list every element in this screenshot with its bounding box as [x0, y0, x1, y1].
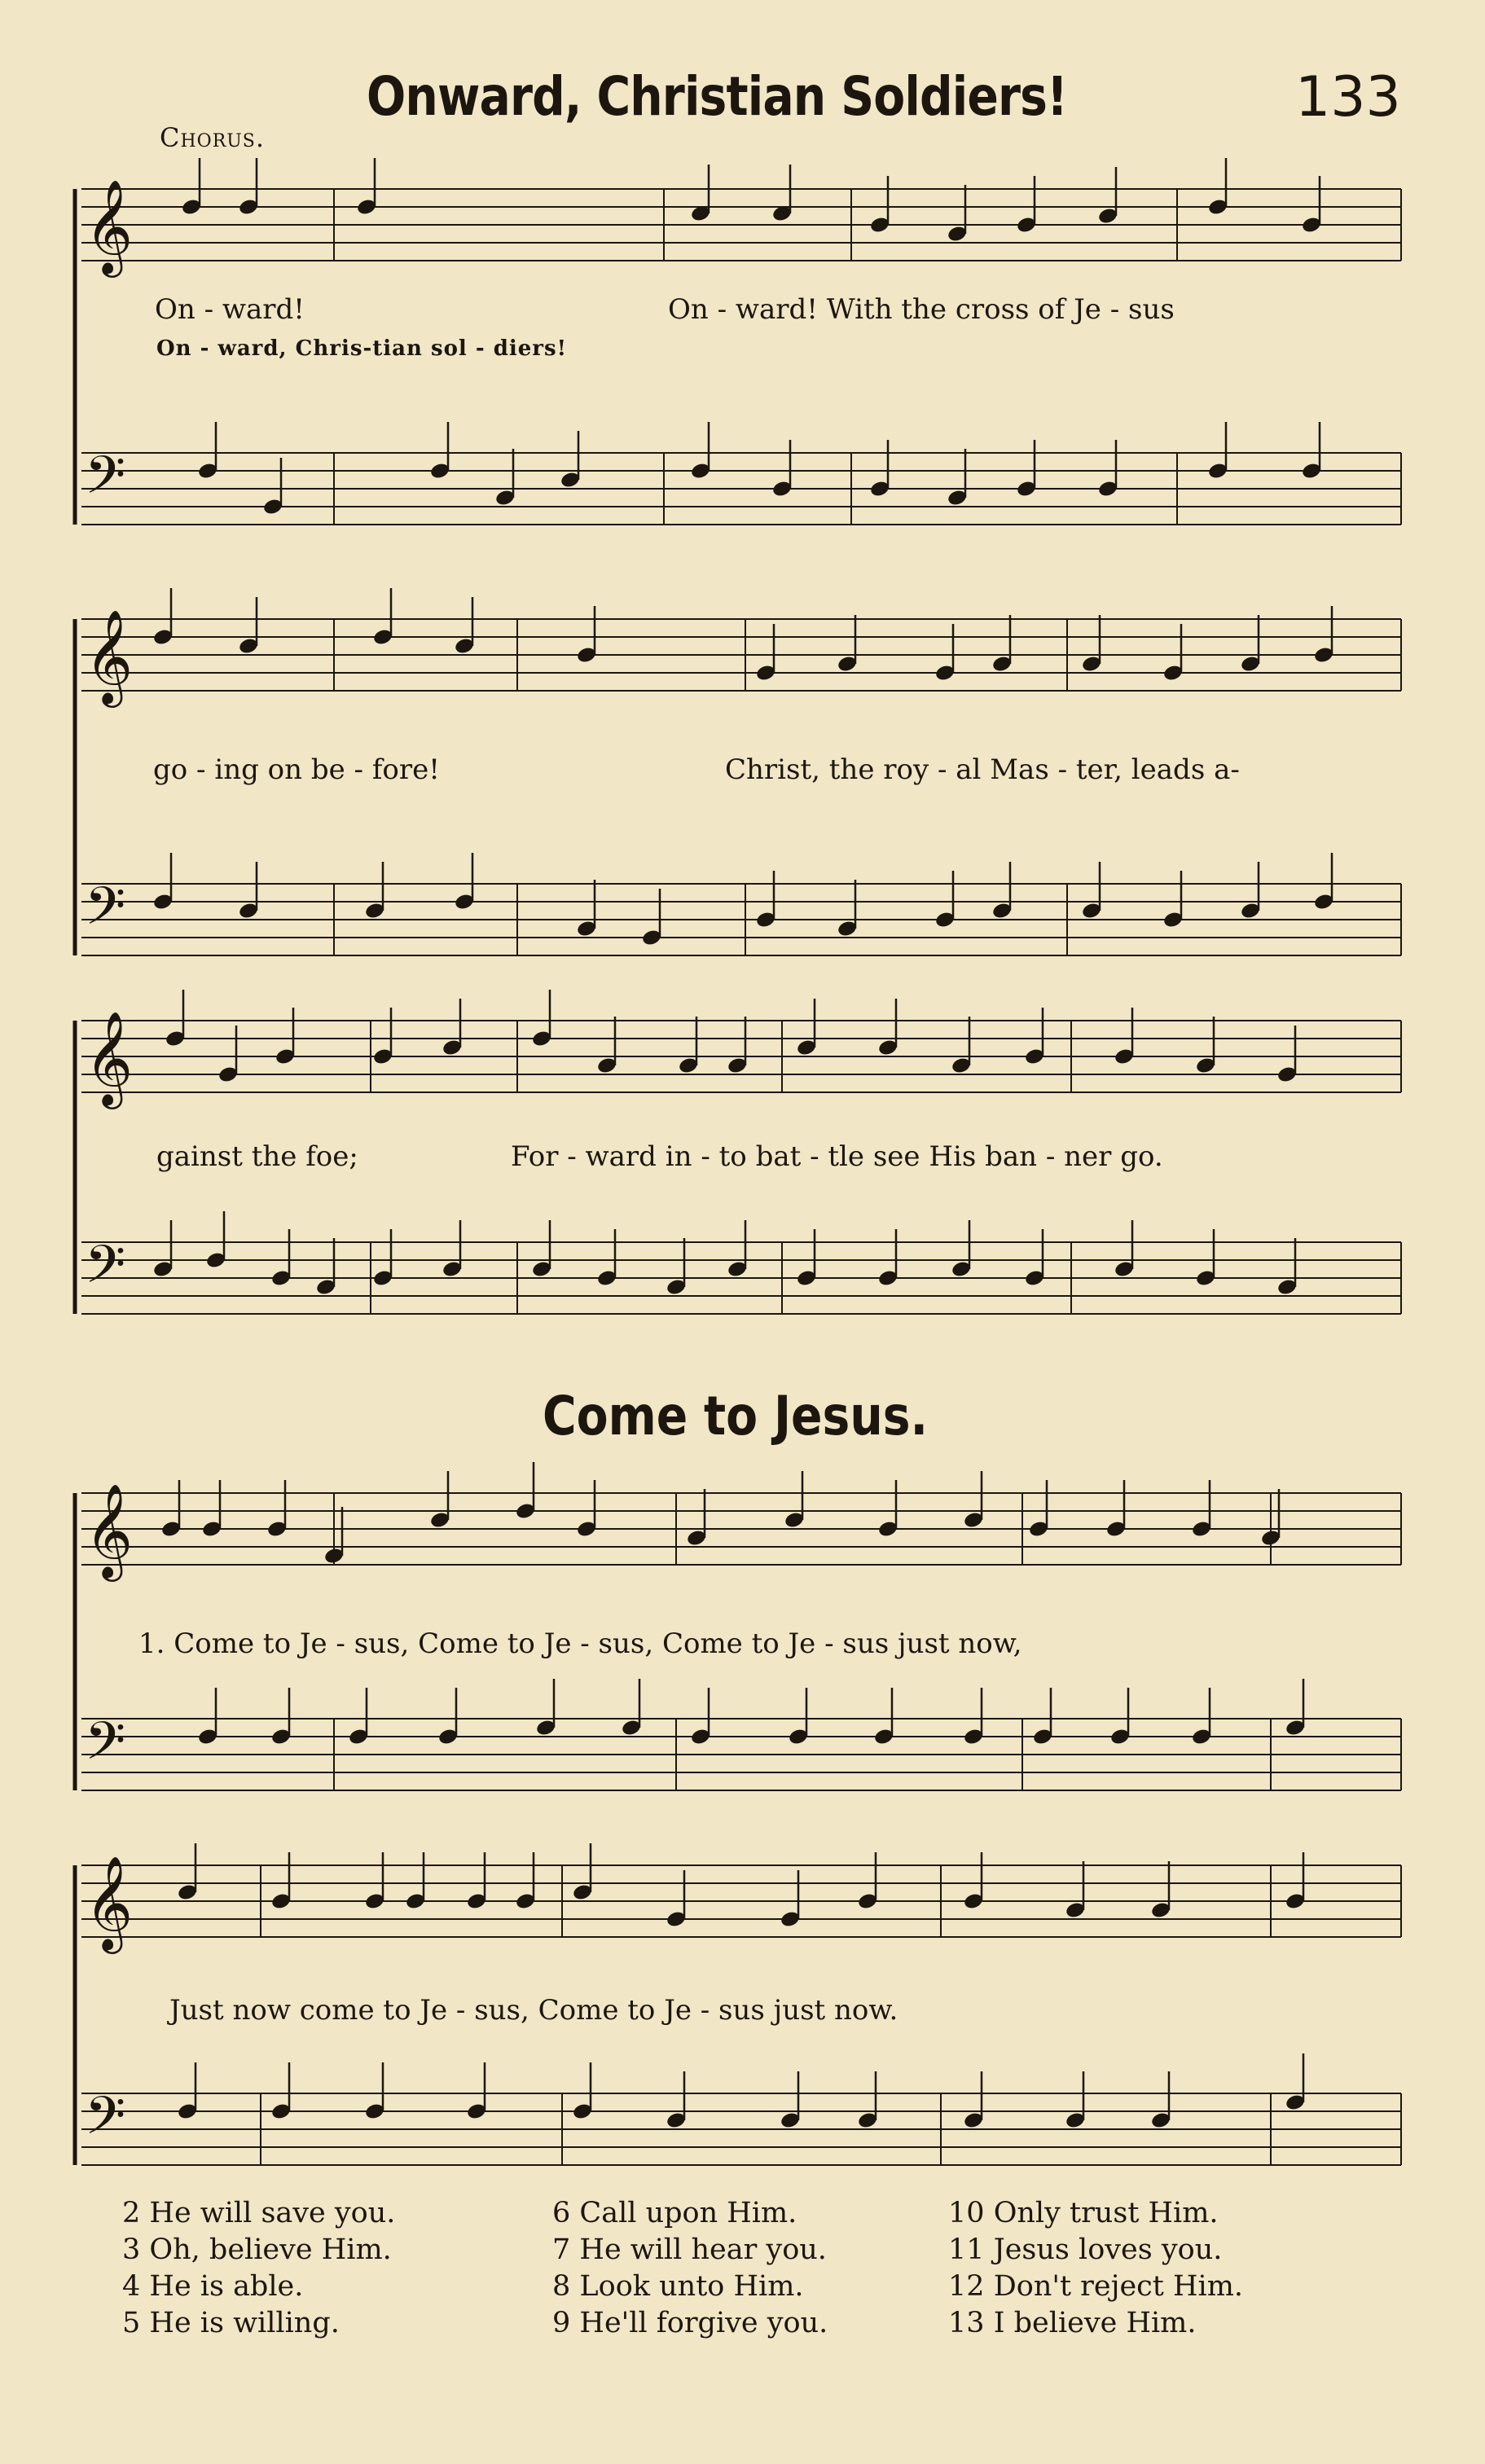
- verse-item: 6 Call upon Him.: [552, 2197, 797, 2229]
- treble-clef: 𝄞: [85, 1855, 134, 1950]
- verse-item: 11 Jesus loves you.: [948, 2233, 1223, 2266]
- verse-item: 2 He will save you.: [122, 2197, 396, 2229]
- treble-clef: 𝄞: [85, 178, 134, 274]
- lyric-line: On - ward! With the cross of Je - sus: [668, 293, 1175, 326]
- verse-item: 3 Oh, believe Him.: [122, 2233, 392, 2266]
- bass-clef: 𝄢: [85, 1711, 126, 1785]
- verse-item: 5 He is willing.: [122, 2307, 340, 2339]
- lyric-line: gainst the foe;: [156, 1140, 358, 1173]
- verse-column-1: [122, 2195, 395, 2342]
- lyric-line: go - ing on be - fore!: [153, 753, 440, 786]
- verse-column-2: [552, 2195, 828, 2342]
- lyric-line: 1. Come to Je - sus, Come to Je - sus, Come to Je - sus just now,: [138, 1627, 1022, 1660]
- lyric-line: On - ward, Chris-tian sol - diers!: [156, 336, 568, 361]
- lyric-line: For - ward in - to bat - tle see His ban - ner go.: [511, 1140, 1163, 1173]
- verse-item: 7 He will hear you.: [552, 2233, 827, 2266]
- verse-item: 13 I believe Him.: [948, 2307, 1197, 2339]
- hymn-title-onward: Onward, Christian Soldiers!: [367, 65, 1068, 128]
- hymn-title-come-to-jesus: Come to Jesus.: [543, 1385, 929, 1447]
- treble-clef: 𝄞: [85, 1010, 134, 1105]
- bass-clef: 𝄢: [85, 1235, 126, 1308]
- lyric-line: Just now come to Je - sus, Come to Je - sus just now.: [169, 1994, 898, 2027]
- verse-item: 12 Don't reject Him.: [948, 2270, 1244, 2303]
- verse-item: 8 Look unto Him.: [552, 2270, 804, 2303]
- verse-item: 10 Only trust Him.: [948, 2197, 1219, 2229]
- lyric-line: On - ward!: [155, 293, 305, 326]
- verse-item: 9 He'll forgive you.: [552, 2307, 828, 2339]
- treble-clef: 𝄞: [85, 1482, 134, 1578]
- treble-clef: 𝄞: [85, 608, 134, 704]
- page-number: 133: [1295, 65, 1401, 130]
- bass-clef: 𝄢: [85, 876, 126, 950]
- chorus-label: Chorus.: [160, 122, 266, 153]
- bass-clef: 𝄢: [85, 446, 126, 519]
- verse-column-3: [948, 2195, 1243, 2342]
- bass-clef: 𝄢: [85, 2086, 126, 2159]
- lyric-line: Christ, the roy - al Mas - ter, leads a-: [725, 753, 1240, 786]
- verse-item: 4 He is able.: [122, 2270, 304, 2303]
